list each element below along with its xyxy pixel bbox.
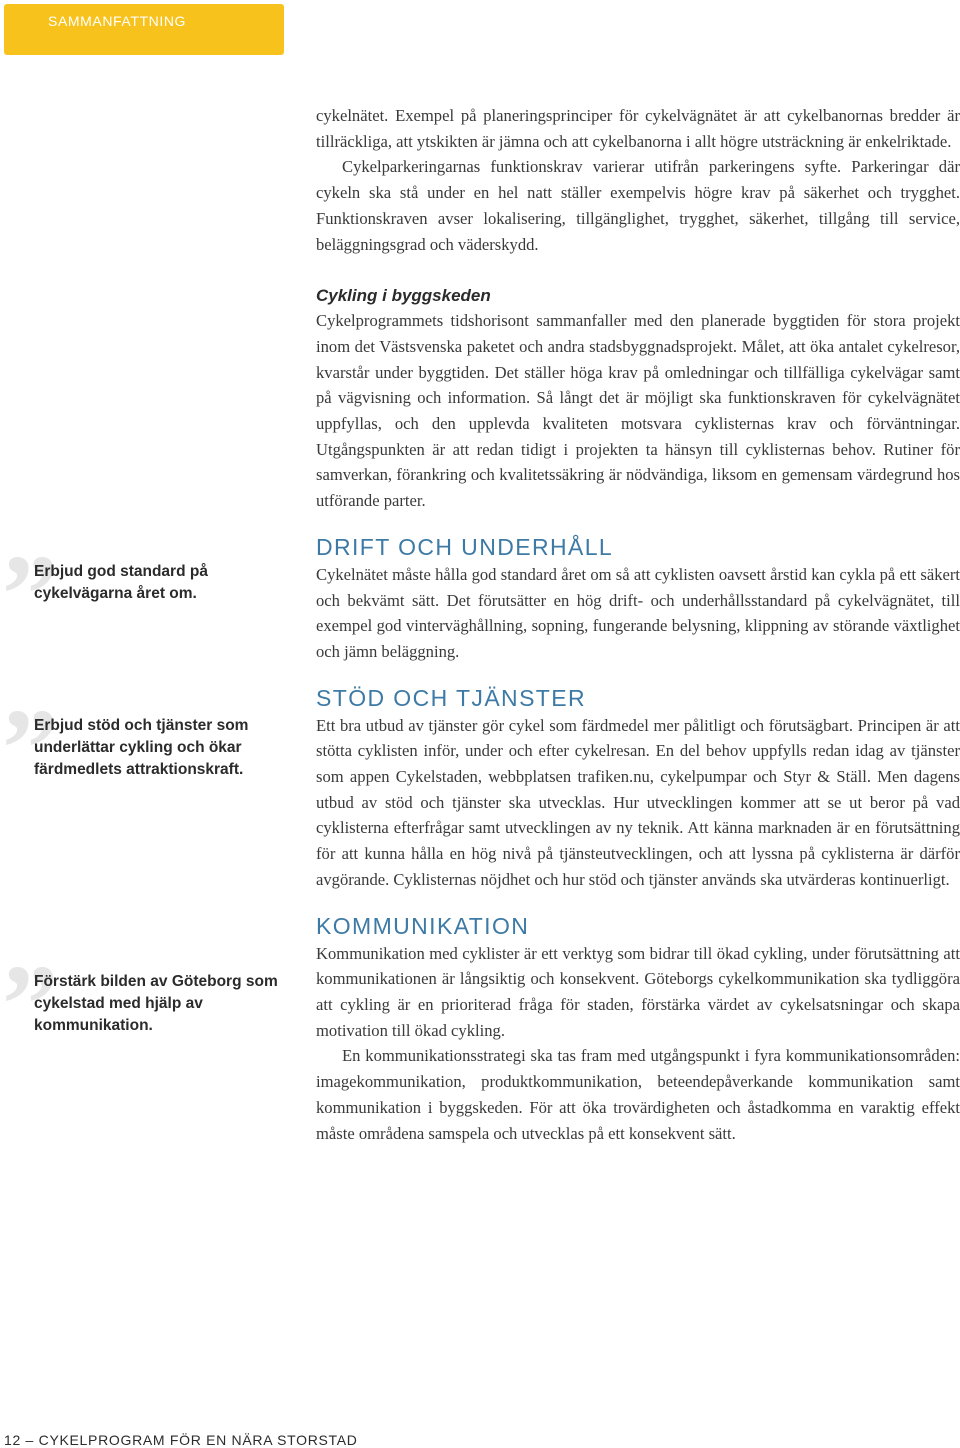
intro-paragraph-1: cykelnätet. Exempel på planeringsprinciper för cykelvägnätet är att cykelbanornas bredder är tillräckliga, att ytskikten är jämna och att cykelbanorna i allt högre utsträckning är enkelriktade. [316,106,960,151]
kommunikation-paragraph-1: Kommunikation med cyklister är ett verktyg som bidrar till ökad cykling, under förutsättning att kommunikationen är långsiktig och konsekvent. Göteborgs cykelkommunikation ska tydliggöra att cykling är en prioriterad fråga för staden, förstärka värdet av cykelsatsningar och skapa motivation till ökad cykling. [316,943,960,1040]
main-column [316,103,960,1146]
quote-mark-icon: ” [2,533,58,657]
kommunikation-paragraph-2: En kommunikationsstrategi ska tas fram med utgångspunkt i fyra kommunikationsområden: imagekommunikation, produktkommunikation, beteendepåverkande kommunikation samt kommunikation i byggskeden. För att öka trovärdigheten och åstadkomma en varaktig effekt måste områdena samspela och utvecklas på ett konsekvent sätt. [316,1046,960,1143]
quote-mark-icon: ” [2,687,58,811]
kommunikation-heading: KOMMUNIKATION [316,912,530,939]
section-tab [4,4,284,55]
pull-quote-text: Förstärk bilden av Göteborg som cykelstad med hjälp av kommunikation. [34,973,278,1034]
byggskede-heading: Cykling i byggskeden [316,286,491,306]
footer-text: 12 – CYKELPROGRAM FÖR EN NÄRA STORSTAD [4,1432,358,1448]
intro-paragraph-2: Cykelparkeringarnas funktionskrav varierar utifrån parkeringens syfte. Parkeringar där cykeln ska stå under en hel natt ställer exempelvis högre krav på säkerhet och trygghet. Funktionskraven avser lokalisering, tillgänglighet, trygghet, säkerhet, tillgång till service, beläggningsgrad och väderskydd. [316,157,960,254]
byggskede-paragraph: Cykelprogrammets tidshorisont sammanfaller med den planerade byggtiden för stora projekt inom det Västsvenska paketet och andra stadsbyggnadsprojekt. Målet, att öka antalet cykelresor, kvarstår under byggtiden. Det ställer höga krav på omledningar och tillfälliga cykelvägar samt på vägvisning och information. Så långt det är möjligt ska funktionskraven för cykelvägnätet uppfyllas, och den upplevda kvaliteten motsvara cyklisternas krav och förväntningar. Utgångspunkten är att redan tidigt i projekten ta hänsyn till cyklisternas behov. Rutiner för samverkan, förankring och kvalitetssäkring är nödvändiga, liksom en gemensam värdegrund hos utförande parter. [316,311,960,511]
quote-mark-icon: ” [2,943,58,1067]
pull-quote-text: Erbjud god standard på cykelvägarna året om. [34,563,208,602]
page-footer [4,1432,358,1448]
section-tab-label: SAMMANFATTNING [48,13,187,29]
pull-quote-text: Erbjud stöd och tjänster som underlättar cykling och ökar färdmedlets attraktionskraft. [34,717,249,778]
drift-heading: DRIFT OCH UNDERHÅLL [316,533,614,560]
stod-paragraph: Ett bra utbud av tjänster gör cykel som färdmedel mer pålitligt och förutsägbart. Principen är att stötta cyklisten inför, under och efter cykelresan. En del behov uppfylls redan idag av tjänster som appen Cykelstaden, webbplatsen trafiken.nu, cykelpumpar och Styr & Ställ. Men dagens utbud av stöd och tjänster ska utvecklas. Hur utvecklingen kommer att se ut beror på vad cyklisterna efterfrågar samt utvecklingen av ny teknik. Att känna marknaden är en förutsättning för att kunna hålla en hög nivå på tjänsteutvecklingen, och att lyssna på cyklisterna är därför avgörande. Cyklisternas nöjdhet och hur stöd och tjänster används ska utvärderas kontinuerligt. [316,715,960,889]
drift-paragraph: Cykelnätet måste hålla god standard året om så att cyklisten oavsett årstid kan cykla på ett säkert och bekvämt sätt. Det förutsätter en hög drift- och underhållsstandard på cykelvägnätet, till exempel god vinterväghållning, sopning, fungerande belysning, klippning av störande växtlighet och jämn beläggning. [316,564,960,661]
stod-heading: STÖD OCH TJÄNSTER [316,684,587,711]
